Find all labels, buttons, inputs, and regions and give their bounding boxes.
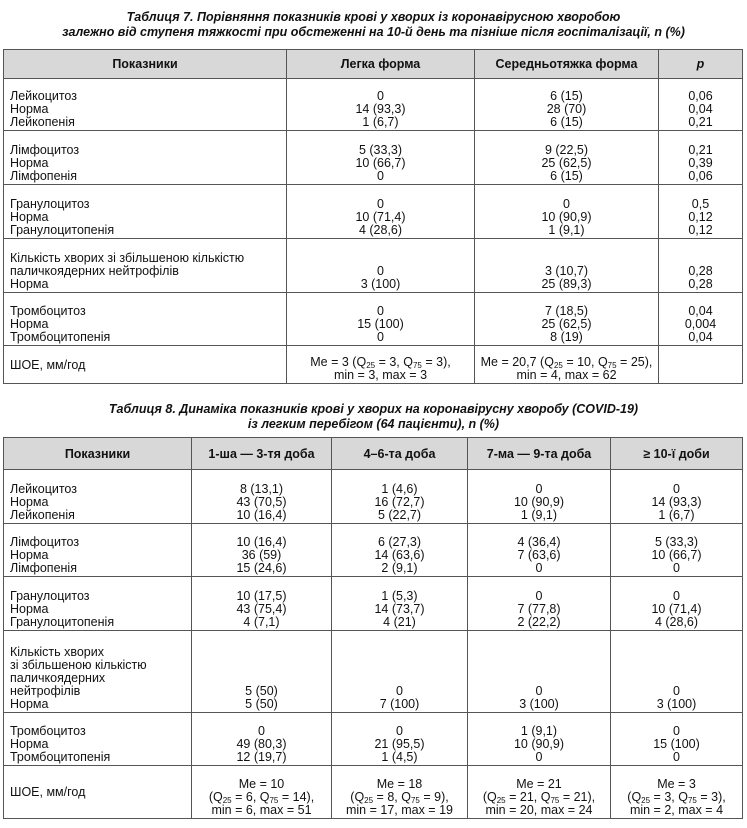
value: 1 (6,7) — [658, 508, 695, 522]
period-values — [332, 470, 468, 524]
row-labels — [4, 577, 192, 631]
period-values — [611, 577, 743, 631]
moderate-values — [475, 239, 659, 293]
p-values — [659, 293, 743, 346]
value: 10 (66,7) — [651, 548, 702, 562]
row-labels — [4, 293, 287, 346]
esr-label: ШОЕ, мм/год — [4, 766, 192, 819]
value: 2 (9,1) — [381, 561, 418, 575]
label: Норма — [10, 156, 49, 170]
table-row — [4, 524, 743, 577]
value: 5 (33,3) — [358, 143, 403, 157]
value: 43 (75,4) — [236, 602, 287, 616]
esr-period: Me = 10 ($Q_{25} = 6$, $Q_{75} = 14$), min = 6, max = 51 — [192, 766, 332, 819]
esr-median: Me = 18 — [376, 777, 423, 791]
label: Лейкопенія — [10, 508, 75, 522]
table8-caption-line2: із легким перебігом (64 пацієнти), n (%) — [247, 417, 500, 431]
value: 4 (28,6) — [654, 615, 699, 629]
value: 0,06 — [688, 89, 713, 103]
esr-median: Me = 20,7 — [480, 355, 537, 369]
value: 10 (71,4) — [651, 602, 702, 616]
period-values — [611, 631, 743, 713]
esr-q25: 8 — [387, 790, 395, 804]
value: 43 (70,5) — [236, 495, 287, 509]
value: 10 (17,5) — [236, 589, 287, 603]
value: 0 — [563, 197, 570, 211]
value: 0 — [673, 589, 680, 603]
table7-header-row — [4, 50, 743, 79]
value: 0,06 — [688, 169, 713, 183]
value: 10 (66,7) — [355, 156, 406, 170]
label: Лейкоцитоз — [10, 89, 77, 103]
value: 8 (19) — [550, 330, 583, 344]
value: 0 — [258, 724, 265, 738]
value: 5 (50) — [245, 697, 278, 711]
esr-q25: 10 — [577, 355, 591, 369]
period-values — [468, 470, 611, 524]
value: 10 (90,9) — [541, 210, 592, 224]
esr-label: ШОЕ, мм/год — [4, 346, 287, 384]
table-row-esr — [4, 766, 743, 819]
value: 0 — [673, 750, 680, 764]
table8-header-days-4-6: 4–6-та доба — [332, 438, 468, 470]
table-row — [4, 185, 743, 239]
period-values — [468, 713, 611, 766]
value: 16 (72,7) — [374, 495, 425, 509]
value: 1 (9,1) — [520, 724, 558, 738]
value: 15 (100) — [357, 317, 404, 331]
value: 3 (100) — [519, 697, 559, 711]
p-values — [659, 131, 743, 185]
row-labels — [4, 631, 192, 713]
value: 0 — [535, 684, 543, 698]
mild-values — [287, 185, 475, 239]
table7-caption-line1: Таблиця 7. Порівняння показників крові у хворих із коронавірусною хворобою — [126, 10, 621, 24]
period-values — [192, 713, 332, 766]
label: Лімфоцитоз — [10, 143, 80, 157]
table7-header-indicators: Показники — [4, 50, 287, 79]
esr-mild: Me = 3 ($Q_{25} = 3$, $Q_{75} = 3$), min = 3, max = 3 — [287, 346, 475, 384]
period-values — [192, 524, 332, 577]
label: Тромбоцитоз — [10, 304, 86, 318]
table8-header-days-1-3: 1-ша — 3-тя доба — [192, 438, 332, 470]
value: 0,21 — [688, 143, 713, 157]
value: 4 (21) — [383, 615, 416, 629]
label: Норма — [10, 277, 49, 291]
value: 15 (24,6) — [236, 561, 287, 575]
label: Кількість хворих — [10, 645, 104, 659]
value: 2 (22,2) — [517, 615, 561, 629]
label: зі збільшеною кількістю — [10, 658, 147, 672]
value: 0,12 — [688, 223, 713, 237]
esr-median: Me = 10 — [238, 777, 285, 791]
table7-header-moderate: Середньотяжка форма — [475, 50, 659, 79]
value: 1 (9,1) — [548, 223, 585, 237]
value: 1 (5,3) — [381, 589, 418, 603]
value: 0,04 — [688, 330, 713, 344]
value: 6 (15) — [550, 115, 583, 129]
label: Норма — [10, 697, 49, 711]
esr-q75: 21 — [573, 790, 588, 804]
period-values — [192, 577, 332, 631]
period-values — [332, 713, 468, 766]
table7-header-p: p — [659, 50, 743, 79]
value: 7 (100) — [379, 697, 420, 711]
label: Гранулоцитоз — [10, 197, 90, 211]
value: 8 (13,1) — [239, 482, 284, 496]
esr-minmax: min = 20, max = 24 — [485, 803, 593, 817]
value: 25 (62,5) — [541, 156, 592, 170]
table7-header-mild: Легка форма — [287, 50, 475, 79]
esr-median: Me = 3 — [657, 777, 696, 791]
value: 1 (4,6) — [381, 482, 418, 496]
esr-moderate: Me = 20,7 ($Q_{25} = 10$, $Q_{75} = 25$), min = 4, max = 62 — [475, 346, 659, 384]
value: 14 (93,3) — [355, 102, 406, 116]
value: 10 (90,9) — [513, 737, 565, 751]
value: 36 (59) — [241, 548, 282, 562]
moderate-values — [475, 79, 659, 131]
mild-values — [287, 79, 475, 131]
period-values — [611, 713, 743, 766]
table7-caption-line2: залежно від ступеня тяжкості при обстеженні на 10-й день та пізніше після госпіталізації, n (%) — [62, 25, 685, 39]
value: 5 (50) — [245, 684, 278, 698]
row-labels — [4, 185, 287, 239]
p-values — [659, 239, 743, 293]
table-row — [4, 470, 743, 524]
value: 0,04 — [688, 304, 713, 318]
row-labels — [4, 470, 192, 524]
value: 25 (62,5) — [541, 317, 592, 331]
esr-minmax: min = 3, max = 3 — [333, 368, 428, 382]
label: Норма — [10, 602, 49, 616]
label: Норма — [10, 737, 49, 751]
value: 10 (90,9) — [513, 495, 565, 509]
esr-q75: 3 — [436, 355, 444, 369]
table-row — [4, 239, 743, 293]
value: 4 (7,1) — [243, 615, 280, 629]
period-values — [332, 524, 468, 577]
value: 1 (4,5) — [381, 750, 418, 764]
table8 — [3, 437, 743, 819]
label: Кількість хворих зі збільшеною кількістю — [10, 251, 245, 265]
value: 0 — [673, 482, 680, 496]
period-values — [611, 524, 743, 577]
mild-values — [287, 293, 475, 346]
label: Гранулоцитоз — [10, 589, 90, 603]
mild-values — [287, 131, 475, 185]
value: 0 — [396, 684, 403, 698]
table-row — [4, 131, 743, 185]
period-values — [332, 631, 468, 713]
value: 1 (9,1) — [520, 508, 558, 522]
value: 7 (77,8) — [517, 602, 561, 616]
value: 0,21 — [688, 115, 713, 129]
esr-q75: 9 — [434, 790, 442, 804]
label: Лімфопенія — [10, 561, 77, 575]
value: 0,12 — [688, 210, 713, 224]
value: 10 (16,4) — [236, 535, 287, 549]
row-labels — [4, 713, 192, 766]
label: Норма — [10, 548, 49, 562]
value: 0 — [673, 724, 680, 738]
value: 3 (10,7) — [544, 264, 589, 278]
value: 0 — [377, 264, 384, 278]
mild-values — [287, 239, 475, 293]
esr-period: Me = 21 ($Q_{25} = 21$, $Q_{75} = 21$), min = 20, max = 24 — [468, 766, 611, 819]
value: 5 (22,7) — [377, 508, 422, 522]
value: 0 — [673, 684, 680, 698]
moderate-values — [475, 185, 659, 239]
value: 0 — [673, 561, 680, 575]
esr-q25: 21 — [519, 790, 534, 804]
period-values — [611, 470, 743, 524]
label: Норма — [10, 317, 49, 331]
p-values — [659, 185, 743, 239]
esr-minmax: min = 17, max = 19 — [345, 803, 453, 817]
value: 7 (63,6) — [517, 548, 561, 562]
p-values — [659, 79, 743, 131]
esr-minmax: min = 6, max = 51 — [211, 803, 312, 817]
label: Гранулоцитопенія — [10, 223, 115, 237]
table8-header-days-10-plus: ≥ 10-ї доби — [611, 438, 743, 470]
label: паличкоядерних — [10, 671, 106, 685]
table8-caption-line1: Таблиця 8. Динаміка показників крові у хворих на коронавірусну хворобу (COVID-19) — [108, 402, 639, 416]
value: 0,28 — [688, 264, 713, 278]
value: 3 (100) — [656, 697, 697, 711]
esr-period: Me = 3 ($Q_{25} = 3$, $Q_{75} = 3$), min = 2, max = 4 — [611, 766, 743, 819]
period-values — [192, 470, 332, 524]
period-values — [468, 524, 611, 577]
table7 — [3, 49, 743, 384]
value: 0 — [377, 197, 384, 211]
moderate-values — [475, 131, 659, 185]
value: 21 (95,5) — [374, 737, 425, 751]
label: Гранулоцитопенія — [10, 615, 115, 629]
row-labels — [4, 524, 192, 577]
label: Норма — [10, 495, 49, 509]
period-values — [332, 577, 468, 631]
value: 6 (15) — [550, 89, 583, 103]
period-values — [468, 631, 611, 713]
table8-header-days-7-9: 7-ма — 9-та доба — [468, 438, 611, 470]
esr-q25: 3 — [389, 355, 397, 369]
value: 7 (18,5) — [544, 304, 589, 318]
value: 4 (36,4) — [517, 535, 561, 549]
period-values — [192, 631, 332, 713]
label: Лімфоцитоз — [10, 535, 80, 549]
row-labels — [4, 131, 287, 185]
value: 14 (63,6) — [374, 548, 425, 562]
table-row — [4, 631, 743, 713]
value: 0 — [377, 304, 384, 318]
label: Норма — [10, 102, 49, 116]
value: 49 (80,3) — [236, 737, 287, 751]
moderate-values — [475, 293, 659, 346]
table8-header-row — [4, 438, 743, 470]
value: 4 (28,6) — [358, 223, 403, 237]
label: Тромбоцитопенія — [10, 750, 111, 764]
esr-median: Me = 3 — [310, 355, 349, 369]
label: Тромбоцитопенія — [10, 330, 111, 344]
value: 0,39 — [688, 156, 713, 170]
value: 0 — [377, 169, 384, 183]
label: Лейкопенія — [10, 115, 75, 129]
table-row — [4, 577, 743, 631]
value: 6 (27,3) — [377, 535, 422, 549]
value: 14 (93,3) — [651, 495, 702, 509]
label: нейтрофілів — [10, 684, 81, 698]
esr-q25: 3 — [664, 790, 672, 804]
value: 0,004 — [684, 317, 717, 331]
label: Тромбоцитоз — [10, 724, 86, 738]
table8-header-indicators: Показники — [4, 438, 192, 470]
value: 0 — [396, 724, 403, 738]
label: Лейкоцитоз — [10, 482, 77, 496]
table-row — [4, 713, 743, 766]
esr-minmax: min = 4, max = 62 — [516, 368, 617, 382]
value: 0,04 — [688, 102, 713, 116]
value: 6 (15) — [550, 169, 583, 183]
value: 10 (16,4) — [236, 508, 287, 522]
value: 0 — [535, 750, 543, 764]
esr-q75: 25 — [630, 355, 645, 369]
value: 14 (73,7) — [374, 602, 425, 616]
esr-q25: 6 — [245, 790, 253, 804]
table-row — [4, 293, 743, 346]
period-values — [468, 577, 611, 631]
value: 0 — [535, 589, 543, 603]
value: 28 (70) — [546, 102, 587, 116]
label: Лімфопенія — [10, 169, 77, 183]
value: 25 (89,3) — [541, 277, 592, 291]
value: 0,28 — [688, 277, 713, 291]
value: 12 (19,7) — [236, 750, 287, 764]
value: 3 (100) — [360, 277, 401, 291]
value: 0 — [535, 561, 543, 575]
esr-minmax: min = 2, max = 4 — [629, 803, 724, 817]
value: 15 (100) — [653, 737, 700, 751]
value: 5 (33,3) — [654, 535, 699, 549]
esr-q75: 3 — [711, 790, 719, 804]
value: 9 (22,5) — [544, 143, 589, 157]
esr-period: Me = 18 ($Q_{25} = 8$, $Q_{75} = 9$), min = 17, max = 19 — [332, 766, 468, 819]
table-row-esr — [4, 346, 743, 384]
label: Норма — [10, 210, 49, 224]
label: паличкоядерних нейтрофілів — [10, 264, 179, 278]
row-labels — [4, 239, 287, 293]
value: 0,5 — [691, 197, 710, 211]
value: 0 — [535, 482, 543, 496]
esr-median: Me = 21 — [516, 777, 562, 791]
row-labels — [4, 79, 287, 131]
value: 1 (6,7) — [362, 115, 399, 129]
table-row — [4, 79, 743, 131]
esr-q75: 14 — [292, 790, 307, 804]
value: 0 — [377, 330, 384, 344]
esr-p — [659, 346, 743, 384]
value: 10 (71,4) — [355, 210, 406, 224]
value: 0 — [377, 89, 384, 103]
